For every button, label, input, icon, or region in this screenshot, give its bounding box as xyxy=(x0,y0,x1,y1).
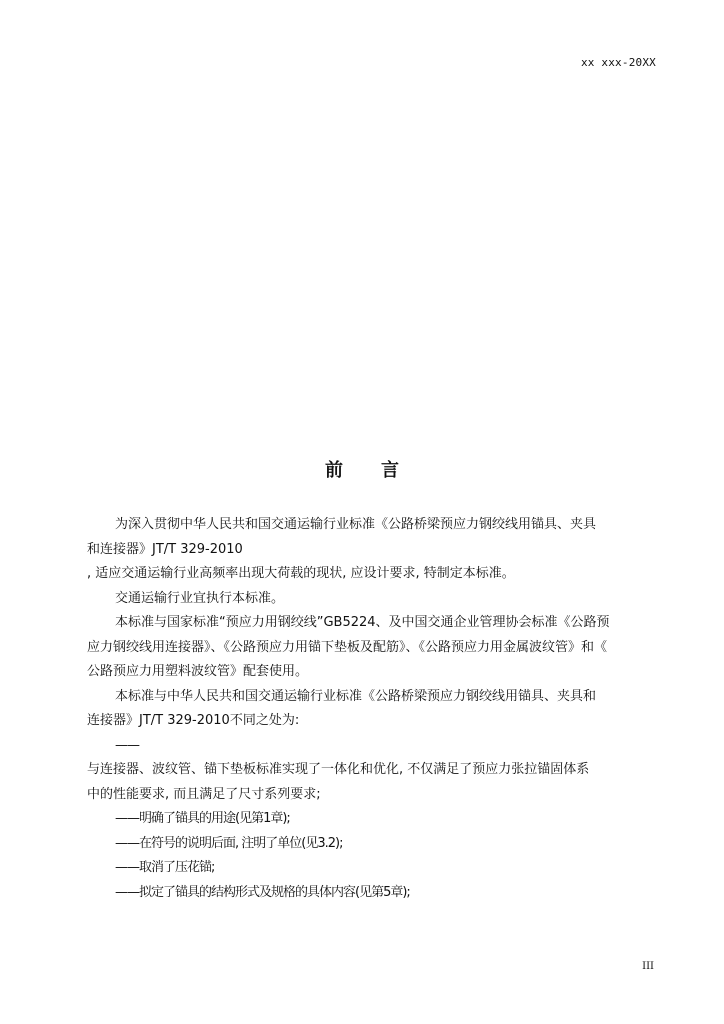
foreword-body xyxy=(87,513,647,905)
paragraph-line: 本标准与中华人民共和国交通运输行业标准《公路桥梁预应力钢绞线用锚具、夹具和 xyxy=(115,688,597,704)
page-number: III xyxy=(642,961,654,972)
list-item: ——拟定了锚具的结构形式及规格的具体内容(见第5章); xyxy=(115,884,410,900)
paragraph-line: 与连接器、波纹管、锚下垫板标准实现了一体化和优化, 不仅满足了预应力张拉锚固体系 xyxy=(87,762,590,777)
paragraph-line: 为深入贯彻中华人民共和国交通运输行业标准《公路桥梁预应力钢绞线用锚具、夹具 xyxy=(115,517,597,532)
list-item: ——在符号的说明后面, 注明了单位(见3.2); xyxy=(115,835,343,851)
list-item: ——明确了锚具的用途(见第1章); xyxy=(115,811,290,826)
paragraph-line: 交通运输行业宜执行本标准。 xyxy=(115,590,285,606)
paragraph-line: 连接器》JT/T 329-2010不同之处为: xyxy=(87,713,300,728)
list-item-dash: —— xyxy=(115,737,139,753)
paragraph-line: 和连接器》JT/T 329-2010 xyxy=(87,541,243,557)
paragraph-line: 本标准与国家标准“预应力用钢绞线”GB5224、及中国交通企业管理协会标准《公路预 xyxy=(115,615,610,630)
section-title: 前言 xyxy=(325,460,437,481)
document-code: xx xxx-20XX xyxy=(580,56,656,69)
paragraph-line: , 适应交通运输行业高频率出现大荷载的现状, 应设计要求, 特制定本标准。 xyxy=(87,566,515,581)
paragraph-line: 中的性能要求, 而且满足了尺寸系列要求; xyxy=(87,786,321,802)
paragraph-line: 公路预应力用塑料波纹管》配套使用。 xyxy=(87,664,309,679)
list-item: ——取消了压花锚; xyxy=(115,860,215,875)
paragraph-line: 应力钢绞线用连接器》、《公路预应力用锚下垫板及配筋》、《公路预应力用金属波纹管》和《 xyxy=(87,639,608,655)
